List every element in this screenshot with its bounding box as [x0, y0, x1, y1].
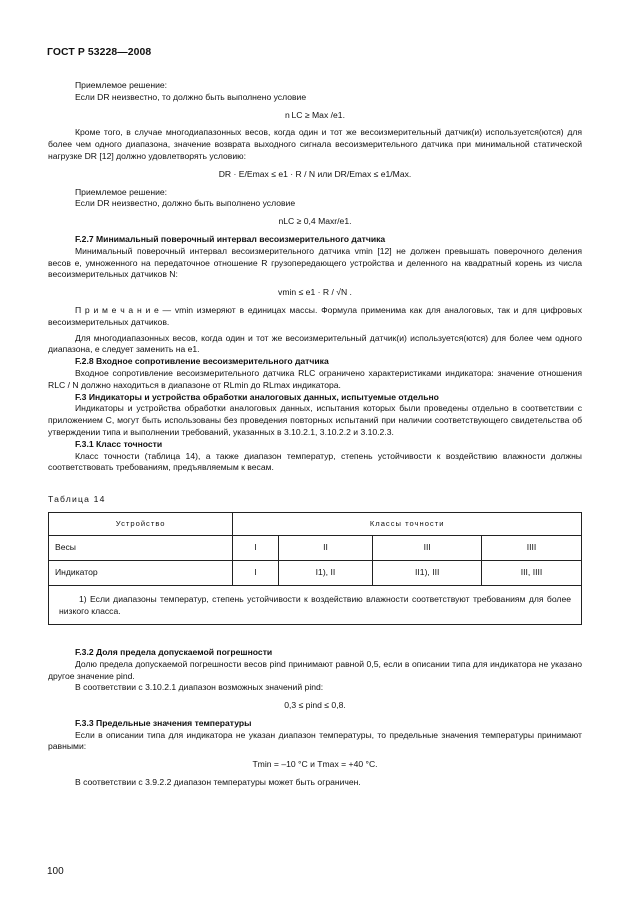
device-cell: Весы — [49, 535, 233, 560]
note-label: П р и м е ч а н и е — [75, 304, 159, 315]
paragraph: В соответствии с 3.9.2.2 диапазон температуры может быть ограничен. — [75, 777, 361, 788]
class-cell: I — [233, 535, 278, 560]
col-device-header: Устройство — [49, 512, 233, 535]
section-heading: F.2.7 Минимальный поверочный интервал весоизмерительного датчика — [75, 233, 386, 244]
note-text: — vmin измеряют в единицах массы. Формула применима как для аналоговых, так и для цифровых весоизмерительных датчиков. — [48, 304, 583, 327]
formula-pind: 0,3 ≤ pind ≤ 0,8. — [284, 700, 346, 711]
table-caption: Таблица 14 — [48, 494, 106, 505]
paragraph: Индикаторы и устройства обработки аналоговых данных, испытания которых были проведены отдельно в соответствии с приложением С, могут быть использованы без проведения повторных испытаний при наличии соответствующего свидетельства об утверждении типа и выполнении требований, указанных в 3.10.2.1, 3.10.2.2 и 3.10.2.3. — [48, 403, 582, 437]
section-heading: F.3.3 Предельные значения температуры — [75, 717, 252, 728]
accuracy-class-table — [48, 512, 582, 625]
device-cell: Индикатор — [49, 560, 233, 585]
paragraph: Для многодиапазонных весов, когда один и тот же весоизмерительный датчик(и) используется(ются) для более чем одного диапазона, e следует заменить на e1. — [48, 332, 582, 355]
document-body — [48, 80, 582, 789]
class-cell: I — [233, 560, 278, 585]
table-footnote-row — [49, 585, 582, 624]
class-cell: II — [278, 535, 373, 560]
paragraph: Если в описании типа для индикатора не указан диапазон температуры, то предельные значения температуры принимают равными: — [48, 729, 582, 752]
paragraph: Приемлемое решение: — [75, 80, 168, 90]
formula-vmin: vmin ≤ e1 · R / √N . — [278, 287, 352, 298]
paragraph: Приемлемое решение: — [75, 186, 168, 197]
table-header-row — [49, 512, 582, 535]
section-heading: F.3 Индикаторы и устройства обработки аналоговых данных, испытуемые отдельно — [75, 391, 439, 402]
table-footnote: 1) Если диапазоны температур, степень устойчивости к воздействию влажности соответствуют требованиям для более низкого класса. — [49, 585, 582, 624]
section-heading: F.2.8 Входное сопротивление весоизмерительного датчика — [75, 356, 329, 367]
table-row — [49, 560, 582, 585]
table-row — [49, 535, 582, 560]
class-cell: I1), II — [278, 560, 373, 585]
paragraph: Если DR неизвестно, должно быть выполнено условие — [75, 198, 296, 209]
section-heading: F.3.2 Доля предела допускаемой погрешности — [75, 646, 273, 657]
col-classes-header: Классы точности — [233, 512, 582, 535]
paragraph: Класс точности (таблица 14), а также диапазон температур, степень устойчивости к воздействию влажности должны соответствовать требованиям, предъявляемым к весам. — [48, 450, 582, 473]
formula-nlc: n LC ≥ Max /e1. — [285, 109, 345, 120]
class-cell: III — [373, 535, 482, 560]
page-number: 100 — [47, 866, 64, 877]
formula-temperature: Tmin = –10 °C и Tmax = +40 °C. — [252, 759, 378, 770]
paragraph: В соответствии с 3.10.2.1 диапазон возможных значений pind: — [75, 682, 324, 693]
paragraph: Долю предела допускаемой погрешности весов pind принимают равной 0,5, если в описании типа для индикатора не указано другое значение pind. — [48, 658, 582, 681]
section-heading: F.3.1 Класс точности — [75, 438, 163, 449]
document-header: ГОСТ Р 53228—2008 — [47, 47, 152, 58]
class-cell: III, IIII — [482, 560, 582, 585]
formula-nlc-2: nLC ≥ 0,4 Maxr/e1. — [278, 216, 352, 227]
class-cell: II1), III — [373, 560, 482, 585]
formula-dr: DR · E/Emax ≤ e1 · R / N или DR/Emax ≤ e1/Max. — [218, 168, 412, 179]
class-cell: IIII — [482, 535, 582, 560]
note — [48, 305, 582, 329]
paragraph: Если DR неизвестно, то должно быть выполнено условие — [75, 91, 307, 102]
paragraph: Кроме того, в случае многодиапазонных весов, когда один и тот же весоизмерительный датчик(и) используется(ются) для более чем одного диапазона, значение возврата выходного сигнала весоизмерительного датчика при минимальной статической нагрузке DR [12] должно удовлетворять условию: — [48, 127, 582, 161]
paragraph: Минимальный поверочный интервал весоизмерительного датчика vmin [12] не должен превышать поверочного деления весов e, умноженного на передаточное отношение R грузопередающего устройства и деленного на квадратный корень из числа весоизмерительных датчиков N: — [48, 245, 582, 280]
paragraph: Входное сопротивление весоизмерительного датчика RLC ограничено характеристиками индикатора: значение отношения RLC / N должно находиться в диапазоне от RLmin до RLmax индикатора. — [48, 367, 582, 390]
